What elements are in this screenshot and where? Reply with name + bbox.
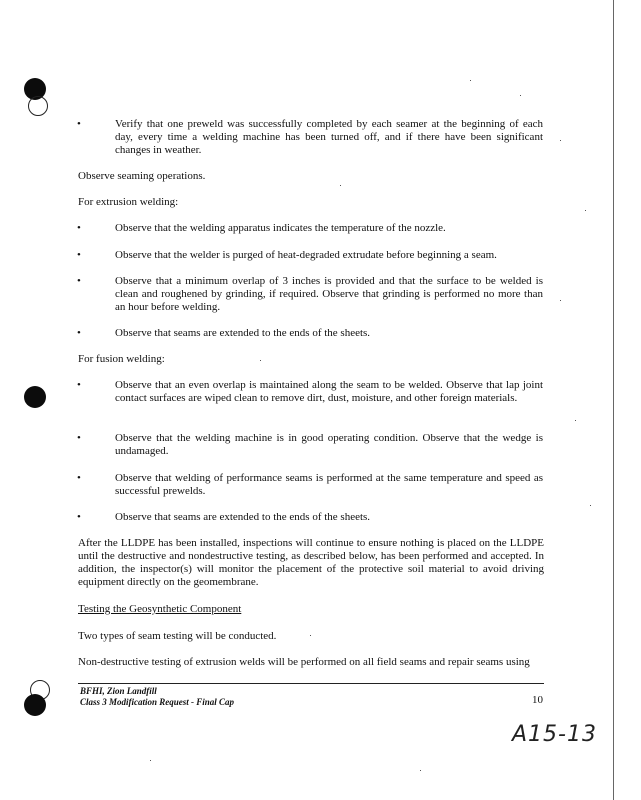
bullet-marker: • xyxy=(77,511,81,523)
scan-speck xyxy=(340,185,341,186)
extrusion-item-2: Observe that the welder is purged of heat-degraded extrudate before beginning a seam. xyxy=(115,249,497,261)
bullet-marker: • xyxy=(77,327,81,339)
observe-seaming-text: Observe seaming operations. xyxy=(78,170,206,182)
fusion-heading: For fusion welding: xyxy=(78,353,165,365)
scan-speck xyxy=(560,300,561,301)
page-number: 10 xyxy=(532,694,543,706)
fusion-item-1: Observe that an even overlap is maintained along the seam to be welded. Observe that lap joint contact surfaces are wiped clean to remove dirt, dust, moisture, and other foreign materials. xyxy=(115,379,543,404)
extrusion-heading: For extrusion welding: xyxy=(78,196,179,208)
bullet-marker: • xyxy=(77,275,81,287)
bullet-marker: • xyxy=(77,472,81,484)
page-edge-line xyxy=(613,0,614,800)
scan-speck xyxy=(260,360,261,361)
punch-hole-middle xyxy=(24,386,46,408)
footer-rule xyxy=(78,683,544,684)
scan-speck xyxy=(150,760,151,761)
bullet-marker: • xyxy=(77,379,81,391)
bullet-marker: • xyxy=(77,432,81,444)
testing-heading: Testing the Geosynthetic Component xyxy=(78,603,242,615)
scan-speck xyxy=(575,420,576,421)
after-install-paragraph: After the LLDPE has been installed, inspections will continue to ensure nothing is placed on the LLDPE until the destructive and nondestructive testing, as described below, has been performed and accepted. In addition, the inspector(s) will monitor the placement of the protective soil material to avoid driving equipment directly on the geomembrane. xyxy=(78,537,544,588)
two-types-text: Two types of seam testing will be conducted. xyxy=(78,630,277,642)
handwritten-page-stamp: A15-13 xyxy=(512,722,597,747)
scan-speck xyxy=(470,80,471,81)
fusion-item-2: Observe that the welding machine is in good operating condition. Observe that the wedge is undamaged. xyxy=(115,432,543,457)
bullet-marker: • xyxy=(77,222,81,234)
scan-speck xyxy=(420,770,421,771)
punch-hole-outline-top xyxy=(28,96,48,116)
extrusion-item-3: Observe that a minimum overlap of 3 inches is provided and that the surface to be welded is clean and roughened by grinding, if required. Observe that grinding is performed no more than an hour before welding. xyxy=(115,275,543,313)
scan-speck xyxy=(590,505,591,506)
punch-hole-bottom xyxy=(24,694,46,716)
nondestructive-text: Non-destructive testing of extrusion welds will be performed on all field seams and repair seams using xyxy=(78,656,530,668)
bullet-marker: • xyxy=(77,249,81,261)
scan-speck xyxy=(585,210,586,211)
extrusion-item-1: Observe that the welding apparatus indicates the temperature of the nozzle. xyxy=(115,222,446,234)
intro-bullet-text: Verify that one preweld was successfully completed by each seamer at the beginning of each day, every time a welding machine has been turned off, and if there have been significant changes in weather. xyxy=(115,118,543,156)
fusion-item-4: Observe that seams are extended to the ends of the sheets. xyxy=(115,511,371,523)
scan-speck xyxy=(310,635,311,636)
fusion-item-3: Observe that welding of performance seams is performed at the same temperature and speed as successful prewelds. xyxy=(115,472,543,497)
scan-speck xyxy=(560,140,561,141)
footer-title: Class 3 Modification Request - Final Cap xyxy=(80,697,235,707)
extrusion-item-4: Observe that seams are extended to the ends of the sheets. xyxy=(115,327,371,339)
scan-speck xyxy=(520,95,521,96)
bullet-marker: • xyxy=(77,118,81,130)
footer-facility: BFHI, Zion Landfill xyxy=(80,686,157,696)
